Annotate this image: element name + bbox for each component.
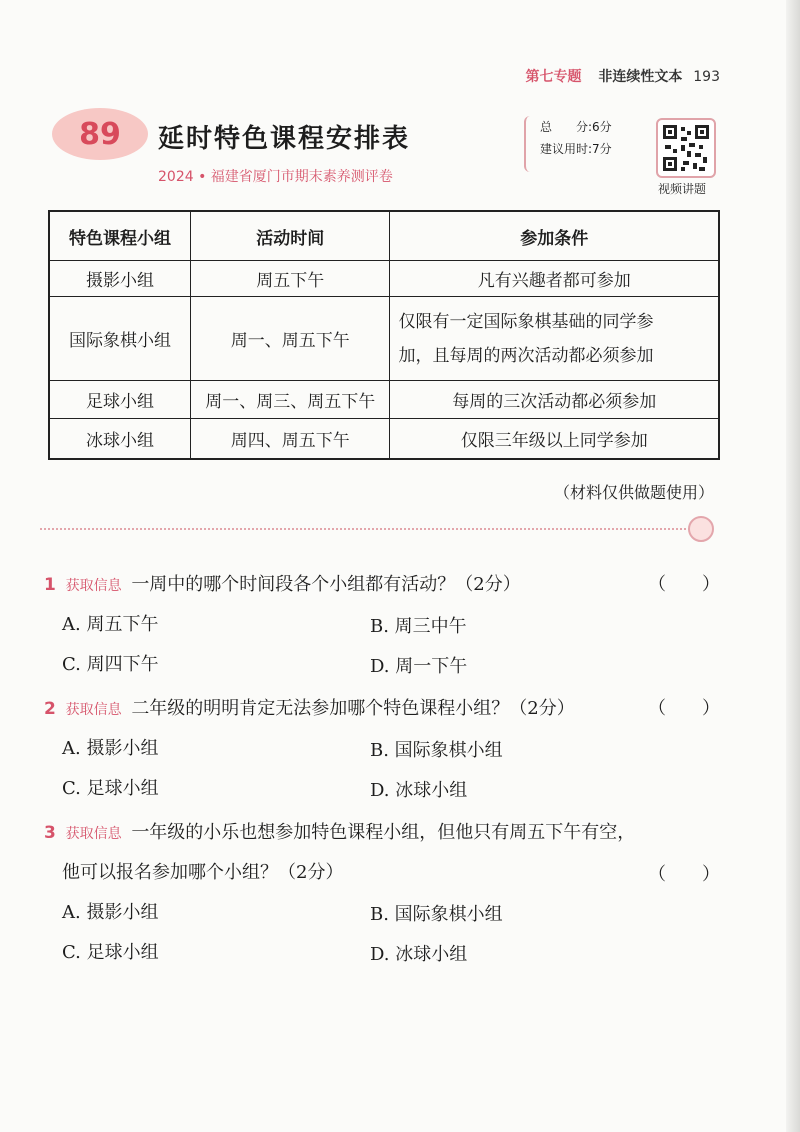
header-subject: 非连续性文本 (598, 69, 683, 85)
option-d[interactable]: D. 冰球小组 (370, 944, 468, 965)
answer-blank[interactable]: （ ） (648, 864, 720, 885)
answer-blank[interactable]: （ ） (648, 574, 720, 595)
time-cell: 周四、周五下午 (191, 419, 390, 459)
table-header: 特色课程小组 (49, 211, 191, 261)
material-note: （材料仅供做题使用） (553, 483, 714, 502)
answer-blank[interactable]: （ ） (648, 698, 720, 719)
qr-label: 视频讲题 (658, 182, 707, 196)
qr-code-icon[interactable] (656, 118, 716, 178)
option-b[interactable]: B. 周三中午 (370, 616, 467, 637)
group-cell: 国际象棋小组 (49, 297, 191, 381)
group-cell: 摄影小组 (49, 261, 191, 297)
lesson-title: 延时特色课程安排表 (158, 124, 411, 154)
question-3 (44, 818, 635, 844)
condition-cell (390, 297, 719, 381)
question-tag: 获取信息 (65, 702, 122, 718)
table-header-row (49, 211, 719, 261)
page-edge (786, 0, 800, 1132)
group-cell: 足球小组 (49, 381, 191, 419)
question-number: 2 (44, 699, 56, 719)
option-c[interactable]: C. 足球小组 (62, 778, 159, 799)
table-header: 活动时间 (191, 211, 390, 261)
option-a[interactable]: A. 周五下午 (62, 614, 159, 635)
schedule-table (48, 210, 720, 460)
score-time: 建议用时:7分 (540, 142, 612, 156)
question-number: 3 (44, 823, 56, 843)
option-a[interactable]: A. 摄影小组 (62, 902, 159, 923)
option-c[interactable]: C. 周四下午 (62, 654, 159, 675)
option-d[interactable]: D. 周一下午 (370, 656, 468, 677)
running-header (526, 66, 720, 86)
option-d[interactable]: D. 冰球小组 (370, 780, 468, 801)
lesson-source: 2024 • 福建省厦门市期末素养测评卷 (158, 169, 393, 185)
time-cell: 周五下午 (191, 261, 390, 297)
question-text: 一年级的小乐也想参加特色课程小组，但他只有周五下午有空， (131, 822, 636, 843)
condition-cell: 每周的三次活动都必须参加 (390, 381, 719, 419)
option-b[interactable]: B. 国际象棋小组 (370, 904, 503, 925)
condition-cell: 仅限三年级以上同学参加 (390, 419, 719, 459)
table-row (49, 297, 719, 381)
question-tag: 获取信息 (65, 578, 122, 594)
question-text-continued: 他可以报名参加哪个小组？（2分） (62, 862, 344, 883)
condition-cell: 凡有兴趣者都可参加 (390, 261, 719, 297)
table-row (49, 381, 719, 419)
question-text: 一周中的哪个时间段各个小组都有活动？（2分） (131, 574, 521, 595)
question-text: 二年级的明明肯定无法参加哪个特色课程小组？（2分） (131, 698, 575, 719)
question-number: 1 (44, 575, 56, 595)
option-c[interactable]: C. 足球小组 (62, 942, 159, 963)
page-number: 193 (693, 69, 720, 85)
question-2 (44, 694, 575, 720)
table-row (49, 261, 719, 297)
time-cell: 周一、周三、周五下午 (191, 381, 390, 419)
condition-line: 加，且每周的两次活动都必须参加 (398, 345, 654, 366)
score-total: 总 分:6分 (540, 120, 612, 134)
condition-line: 仅限有一定国际象棋基础的同学参 (398, 311, 654, 332)
option-b[interactable]: B. 国际象棋小组 (370, 740, 503, 761)
table-row (49, 419, 719, 459)
score-box (524, 116, 660, 172)
header-topic: 第七专题 (525, 69, 582, 85)
table-header: 参加条件 (390, 211, 719, 261)
group-cell: 冰球小组 (49, 419, 191, 459)
section-divider (40, 528, 690, 530)
option-a[interactable]: A. 摄影小组 (62, 738, 159, 759)
question-1 (44, 570, 521, 596)
question-tag: 获取信息 (65, 826, 122, 842)
lesson-number-badge: 89 (52, 108, 148, 160)
time-cell: 周一、周五下午 (191, 297, 390, 381)
divider-ornament-icon (688, 516, 714, 542)
